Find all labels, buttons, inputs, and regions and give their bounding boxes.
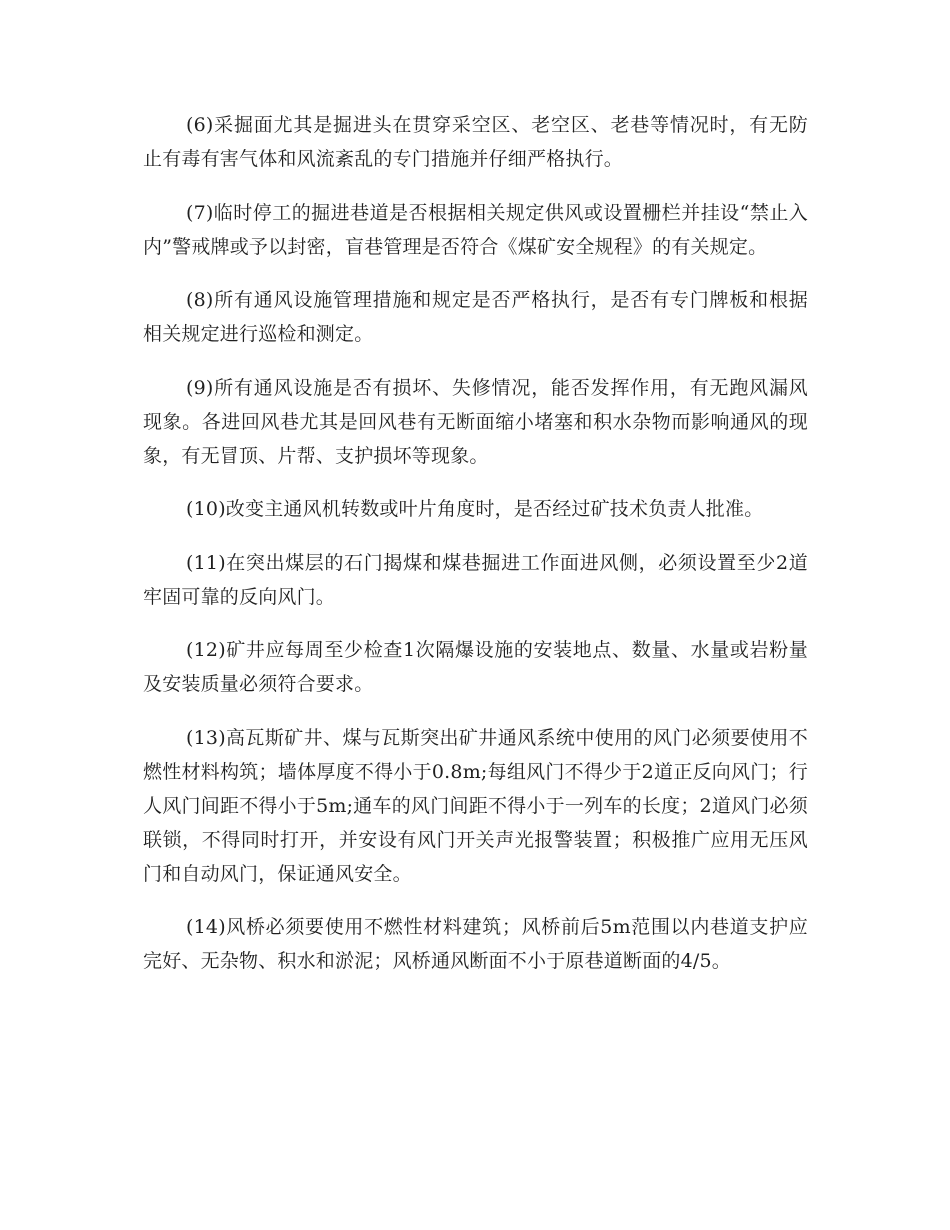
paragraph-item-8: (8)所有通风设施管理措施和规定是否严格执行，是否有专门牌板和根据相关规定进行巡检和测定。 (143, 289, 808, 345)
document-body (143, 108, 808, 998)
paragraph-item-10: (10)改变主通风机转数或叶片角度时，是否经过矿技术负责人批准。 (186, 498, 764, 520)
paragraph-item-7: (7)临时停工的掘进巷道是否根据相关规定供风或设置栅栏并挂设“禁止入内”警戒牌或予以封密，盲巷管理是否符合《煤矿安全规程》的有关规定。 (143, 201, 808, 258)
paragraph-item-14: (14)风桥必须要使用不燃性材料建筑；风桥前后5m范围以内巷道支护应完好、无杂物、积水和淤泥；风桥通风断面不小于原巷道断面的4/5。 (143, 916, 808, 972)
paragraph-item-6: (6)采掘面尤其是掘进头在贯穿采空区、老空区、老巷等情况时，有无防止有毒有害气体和风流紊乱的专门措施并仔细严格执行。 (143, 114, 808, 170)
paragraph-item-13: (13)高瓦斯矿井、煤与瓦斯突出矿井通风系统中使用的风门必须要使用不燃性材料构筑；墙体厚度不得小于0.8m;每组风门不得少于2道正反向风门；行人风门间距不得小于5m;通车的风门间距不得小于一列车的长度；2道风门必须联锁，不得同时打开，并安设有风门开关声光报警装置；积极推广应用无压风门和自动风门，保证通风安全。 (143, 726, 808, 885)
paragraph-item-12: (12)矿井应每周至少检查1次隔爆设施的安装地点、数量、水量或岩粉量及安装质量必须符合要求。 (143, 639, 808, 695)
paragraph-item-9: (9)所有通风设施是否有损坏、失修情况，能否发挥作用，有无跑风漏风现象。各进回风巷尤其是回风巷有无断面缩小堵塞和积水杂物而影响通风的现象，有无冒顶、片帮、支护损坏等现象。 (143, 376, 808, 467)
paragraph-item-11: (11)在突出煤层的石门揭煤和煤巷掘进工作面进风侧，必须设置至少2道牢固可靠的反向风门。 (143, 551, 808, 608)
